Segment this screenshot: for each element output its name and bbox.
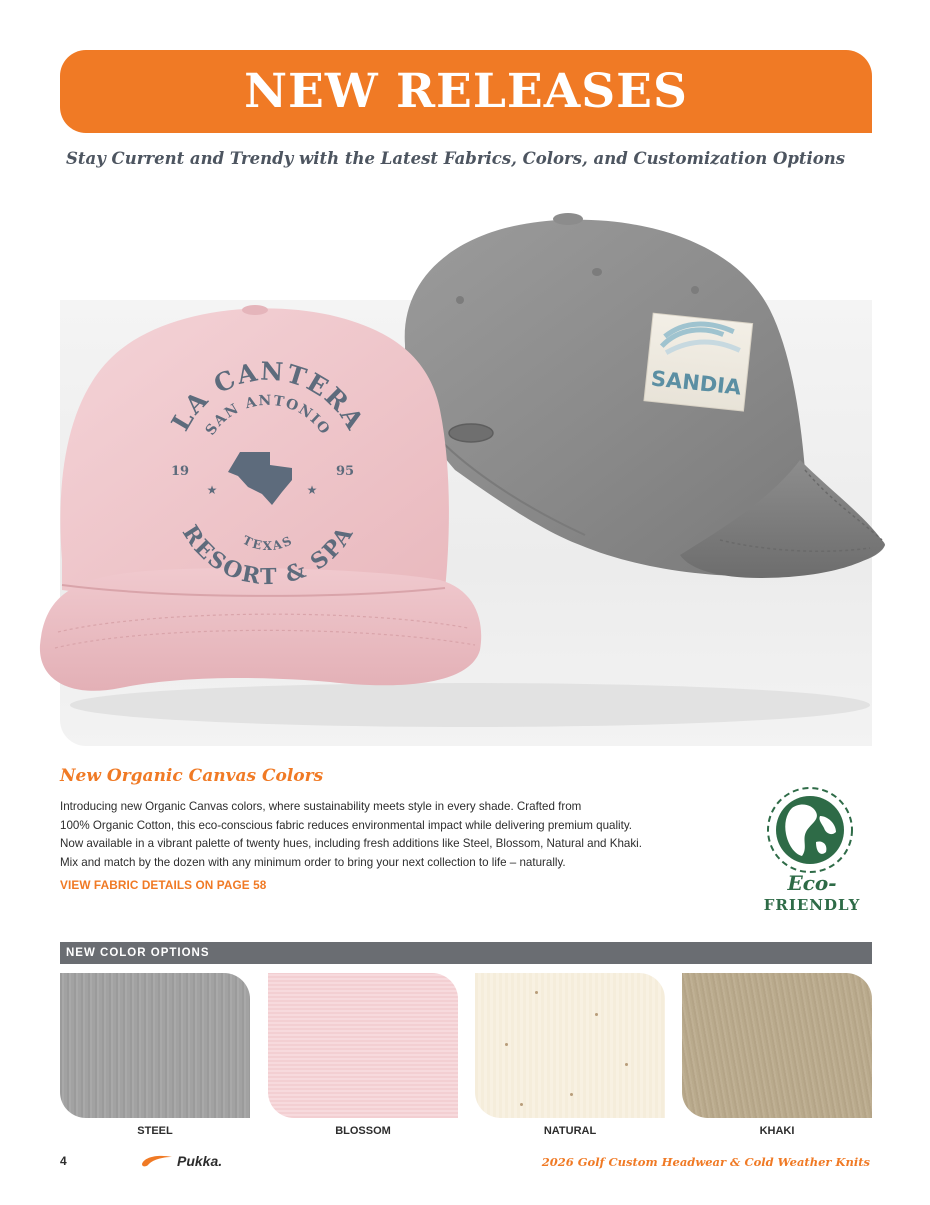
swatch-label-steel: STEEL [137, 1125, 173, 1137]
body-text [60, 798, 720, 872]
page-number: 4 [60, 1154, 67, 1168]
color-options-heading: NEW COLOR OPTIONS [60, 942, 872, 964]
badge-line-1: Eco- [787, 871, 837, 895]
star-icon: ★ [206, 483, 218, 497]
caps-shadow [70, 683, 870, 727]
emblem-state: TEXAS [240, 532, 296, 553]
body-line: Now available in a vibrant palette of twenty hues, including fresh additions like Steel, Blossom, Natural and Khaki. [60, 837, 642, 851]
swatch-blossom [268, 973, 458, 1118]
fabric-details-link[interactable]: VIEW FABRIC DETAILS ON PAGE 58 [60, 878, 267, 892]
swatch-natural [475, 973, 665, 1118]
emblem-arc-inner: SAN ANTONIO [202, 392, 334, 439]
swatch-steel [60, 973, 250, 1118]
patch-text: SANDIA [649, 366, 743, 400]
badge-line-2: FRIENDLY [763, 896, 861, 914]
section-heading: New Organic Canvas Colors [60, 766, 324, 786]
grey-cap [405, 213, 885, 578]
emblem-year-right: 95 [335, 464, 355, 479]
page-subtitle: Stay Current and Trendy with the Latest Fabrics, Colors, and Customization Options [66, 149, 846, 168]
page-title: NEW RELEASES [244, 64, 688, 119]
swatch-label-khaki: KHAKI [759, 1125, 795, 1137]
swatch-khaki [682, 973, 872, 1118]
body-line: Mix and match by the dozen with any minimum order to bring your next collection to life – naturally. [60, 855, 566, 869]
body-line: 100% Organic Cotton, this eco-conscious fabric reduces environmental impact while delivering premium quality. [60, 818, 633, 832]
footer-title: 2026 Golf Custom Headwear & Cold Weather Knits [541, 1155, 870, 1169]
pukka-logo [140, 1151, 222, 1171]
star-icon: ★ [306, 483, 318, 497]
eco-friendly-badge [750, 772, 874, 920]
emblem-arc-bottom: RESORT & SPA [176, 520, 360, 591]
swatch-label-blossom: BLOSSOM [335, 1125, 391, 1137]
emblem-arc-top: LA CANTERA [165, 356, 371, 436]
pukka-swoosh-icon [140, 1154, 174, 1168]
swatch-label-natural: NATURAL [543, 1125, 597, 1137]
pink-cap [40, 305, 481, 691]
brand-name: Pukka. [177, 1153, 223, 1169]
body-line: Introducing new Organic Canvas colors, where sustainability meets style in every shade. Crafted from [60, 800, 582, 813]
globe-icon [768, 788, 852, 872]
emblem-year-left: 19 [170, 464, 190, 479]
